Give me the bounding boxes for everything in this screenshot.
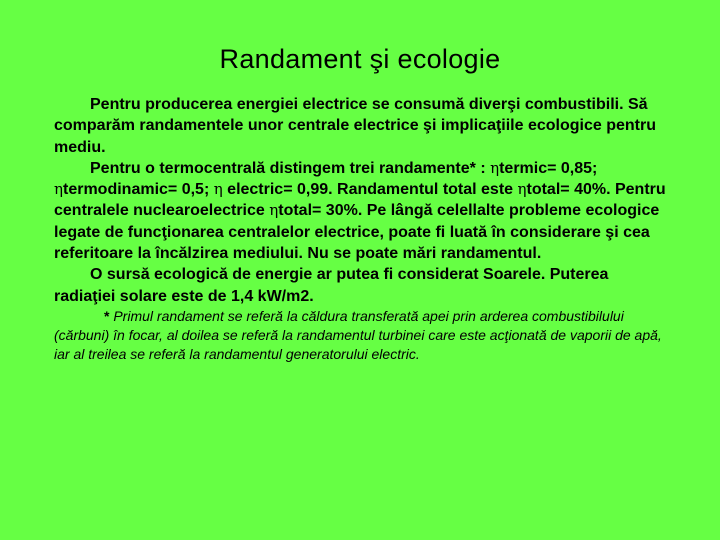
paragraph-efficiency-text-2: termic= 0,85; <box>499 159 598 177</box>
slide-title: Randament şi ecologie <box>219 44 501 74</box>
eta-symbol: η <box>517 180 527 199</box>
footnote-marker: * <box>104 307 110 324</box>
paragraph-efficiency-text-5: total= 40%. Pentru centralele nuclearoelectrice <box>54 181 666 220</box>
paragraph-intro: Pentru producerea energiei electrice se consumă diverşi combustibili. Să comparăm randamentele unor centrale electrice şi implicaţiile ecologice pentru mediu. <box>54 96 656 156</box>
footnote <box>54 307 666 364</box>
eta-symbol: η <box>213 180 223 199</box>
paragraph-efficiency-text-4: electric= 0,99. Randamentul total este <box>222 181 518 199</box>
paragraph-efficiency <box>54 158 666 264</box>
eta-symbol: η <box>490 158 500 177</box>
paragraph-efficiency-text-1: Pentru o termocentrală distingem trei randamente* : <box>90 159 491 177</box>
eta-symbol: η <box>54 180 63 199</box>
paragraph-solar: O sursă ecologică de energie ar putea fi considerat Soarele. Puterea radiaţiei solare este de 1,4 kW/m2. <box>54 266 609 305</box>
footnote-text: Primul randament se referă la căldura transferată apei prin arderea combustibilului (cărbuni) în focar, al doilea se referă la randamentul turbinei care este acţionată de vaporii de apă, iar al treilea se referă la randamentul generatorului electric. <box>54 307 662 362</box>
slide-body <box>54 94 666 364</box>
paragraph-efficiency-text-3: termodinamic= 0,5; <box>63 181 214 199</box>
eta-symbol: η <box>269 201 279 220</box>
paragraph-efficiency-text-6: total= 30%. Pe lângă celellalte probleme ecologice legate de funcţionarea centralelor electrice, poate fi luată în considerare şi cea referitoare la încălzirea mediului. Nu se poate mări randamentul. <box>54 202 660 263</box>
